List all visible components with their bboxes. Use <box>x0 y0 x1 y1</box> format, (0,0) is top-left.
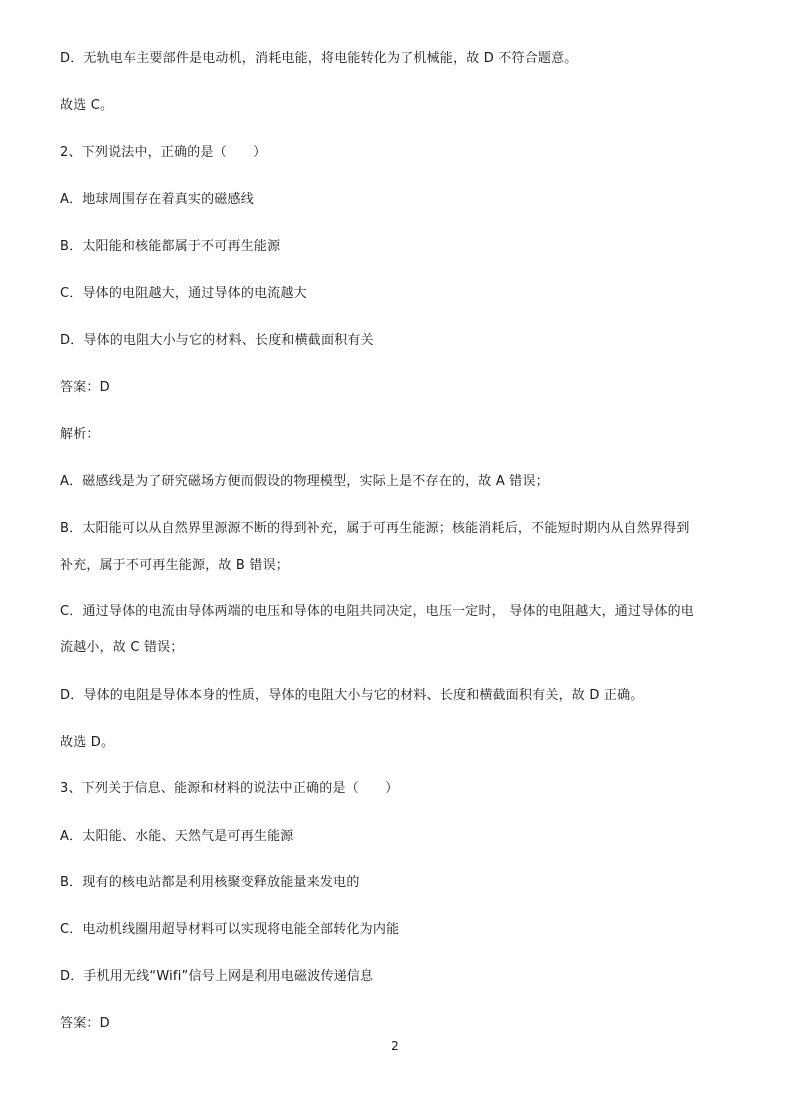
text-line: D．无轨电车主要部件是电动机，消耗电能，将电能转化为了机械能，故 D 不符合题意。 <box>60 51 578 66</box>
page-number: 2 <box>391 1039 399 1053</box>
text-line: C．通过导体的电流由导体两端的电压和导体的电阻共同决定，电压一定时， 导体的电阻越大，通过导体的电 <box>60 604 695 619</box>
question-2-stem: 2、下列说法中，正确的是（ ） <box>60 145 267 160</box>
question-2-analysis-label: 解析： <box>60 427 100 442</box>
text-line: D．导体的电阻是导体本身的性质，导体的电阻大小与它的材料、长度和横截面积有关，故 D 正确。 <box>60 688 644 703</box>
question-2-option-d: D．导体的电阻大小与它的材料、长度和横截面积有关 <box>60 333 374 348</box>
text-line: 补充，属于不可再生能源，故 B 错误； <box>60 558 289 573</box>
text-line: 流越小，故 C 错误； <box>60 640 184 655</box>
question-2-option-b: B．太阳能和核能都属于不可再生能源 <box>60 239 281 254</box>
text-line: B．太阳能可以从自然界里源源不断的得到补充，属于可再生能源；核能消耗后，不能短时期内从自然界得到 <box>60 521 690 536</box>
question-3-option-b: B．现有的核电站都是利用核聚变释放能量来发电的 <box>60 875 360 890</box>
question-2-answer: 答案：D <box>60 380 110 395</box>
text-line: 故选 C。 <box>60 98 114 113</box>
text-line: A．磁感线是为了研究磁场方便而假设的物理模型，实际上是不存在的，故 A 错误； <box>60 474 549 489</box>
question-3-option-a: A．太阳能、水能、天然气是可再生能源 <box>60 829 294 844</box>
question-3-stem: 3、下列关于信息、能源和材料的说法中正确的是（ ） <box>60 781 399 796</box>
question-2-option-c: C．导体的电阻越大，通过导体的电流越大 <box>60 286 307 301</box>
question-3-answer: 答案：D <box>60 1016 110 1031</box>
question-3-option-c: C．电动机线圈用超导材料可以实现将电能全部转化为内能 <box>60 922 400 937</box>
text-line: 故选 D。 <box>60 735 115 750</box>
question-2-option-a: A．地球周围存在着真实的磁感线 <box>60 192 254 207</box>
question-3-option-d: D．手机用无线“Wifi”信号上网是利用电磁波传递信息 <box>60 969 374 984</box>
